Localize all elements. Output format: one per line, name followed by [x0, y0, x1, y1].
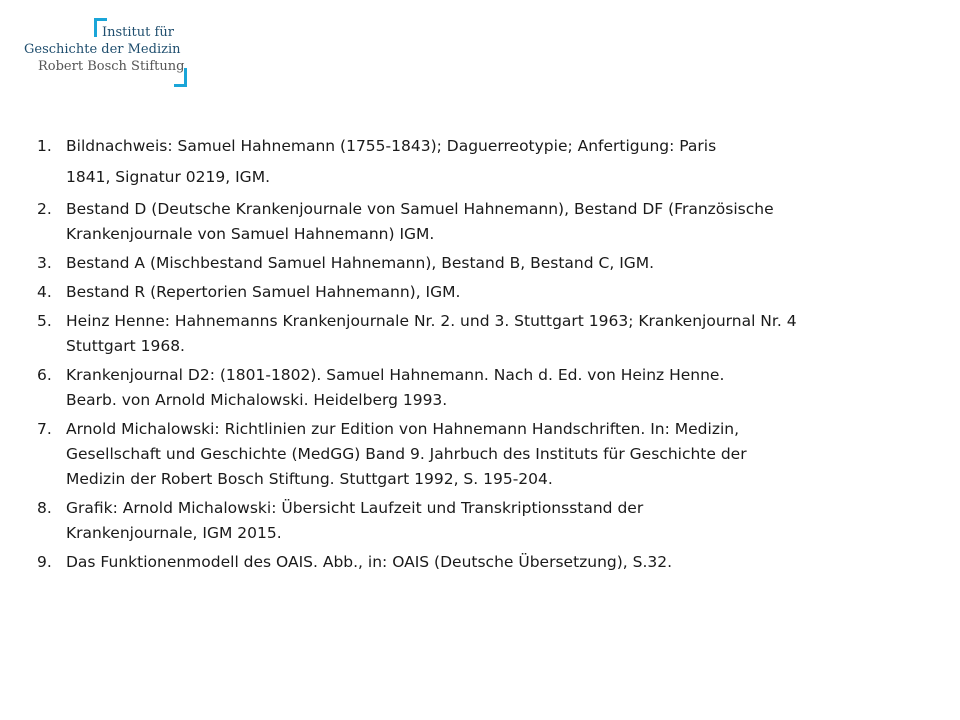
reference-line: Stuttgart 1968. [66, 337, 185, 355]
reference-number: 7. [37, 420, 52, 438]
reference-line: Bildnachweis: Samuel Hahnemann (1755-1843); Daguerreotypie; Anfertigung: Paris [66, 137, 717, 155]
logo-line-2: Geschichte der Medizin [24, 42, 181, 57]
reference-number: 2. [37, 200, 52, 218]
reference-item [37, 309, 907, 359]
reference-line: Bestand A (Mischbestand Samuel Hahnemann), Bestand B, Bestand C, IGM. [66, 254, 655, 272]
reference-line: Krankenjournal D2: (1801-1802). Samuel Hahnemann. Nach d. Ed. von Heinz Henne. [66, 366, 725, 384]
reference-number: 5. [37, 312, 52, 330]
reference-item [37, 197, 907, 247]
reference-item [37, 417, 907, 492]
reference-item [37, 496, 907, 546]
reference-item [37, 363, 907, 413]
reference-item [37, 550, 907, 575]
reference-number: 1. [37, 137, 52, 155]
reference-line: Bestand R (Repertorien Samuel Hahnemann), IGM. [66, 283, 461, 301]
logo-line-1: Institut für [102, 25, 174, 40]
logo-bracket-bottom [174, 68, 187, 87]
reference-line: Bestand D (Deutsche Krankenjournale von Samuel Hahnemann), Bestand DF (Französische [66, 200, 774, 218]
reference-line: Arnold Michalowski: Richtlinien zur Edition von Hahnemann Handschriften. In: Medizin, [66, 420, 740, 438]
reference-line: Bearb. von Arnold Michalowski. Heidelberg 1993. [66, 391, 448, 409]
reference-item [37, 280, 907, 305]
reference-line: Medizin der Robert Bosch Stiftung. Stuttgart 1992, S. 195-204. [66, 470, 553, 488]
institute-logo [24, 18, 194, 88]
reference-item [37, 131, 907, 193]
reference-number: 3. [37, 254, 52, 272]
reference-number: 6. [37, 366, 52, 384]
reference-line: Das Funktionenmodell des OAIS. Abb., in: OAIS (Deutsche Übersetzung), S.32. [66, 553, 673, 571]
reference-item [37, 251, 907, 276]
reference-number: 8. [37, 499, 52, 517]
reference-number: 9. [37, 553, 52, 571]
reference-list [37, 131, 907, 579]
reference-line: Krankenjournale von Samuel Hahnemann) IGM. [66, 225, 435, 243]
reference-line: Gesellschaft und Geschichte (MedGG) Band 9. Jahrbuch des Instituts für Geschichte der [66, 445, 747, 463]
reference-line: 1841, Signatur 0219, IGM. [66, 168, 270, 186]
reference-line: Heinz Henne: Hahnemanns Krankenjournale Nr. 2. und 3. Stuttgart 1963; Krankenjournal Nr. 4 [66, 312, 797, 330]
reference-number: 4. [37, 283, 52, 301]
reference-line: Grafik: Arnold Michalowski: Übersicht Laufzeit und Transkriptionsstand der [66, 499, 644, 517]
reference-line: Krankenjournale, IGM 2015. [66, 524, 282, 542]
logo-line-3: Robert Bosch Stiftung [38, 59, 185, 74]
